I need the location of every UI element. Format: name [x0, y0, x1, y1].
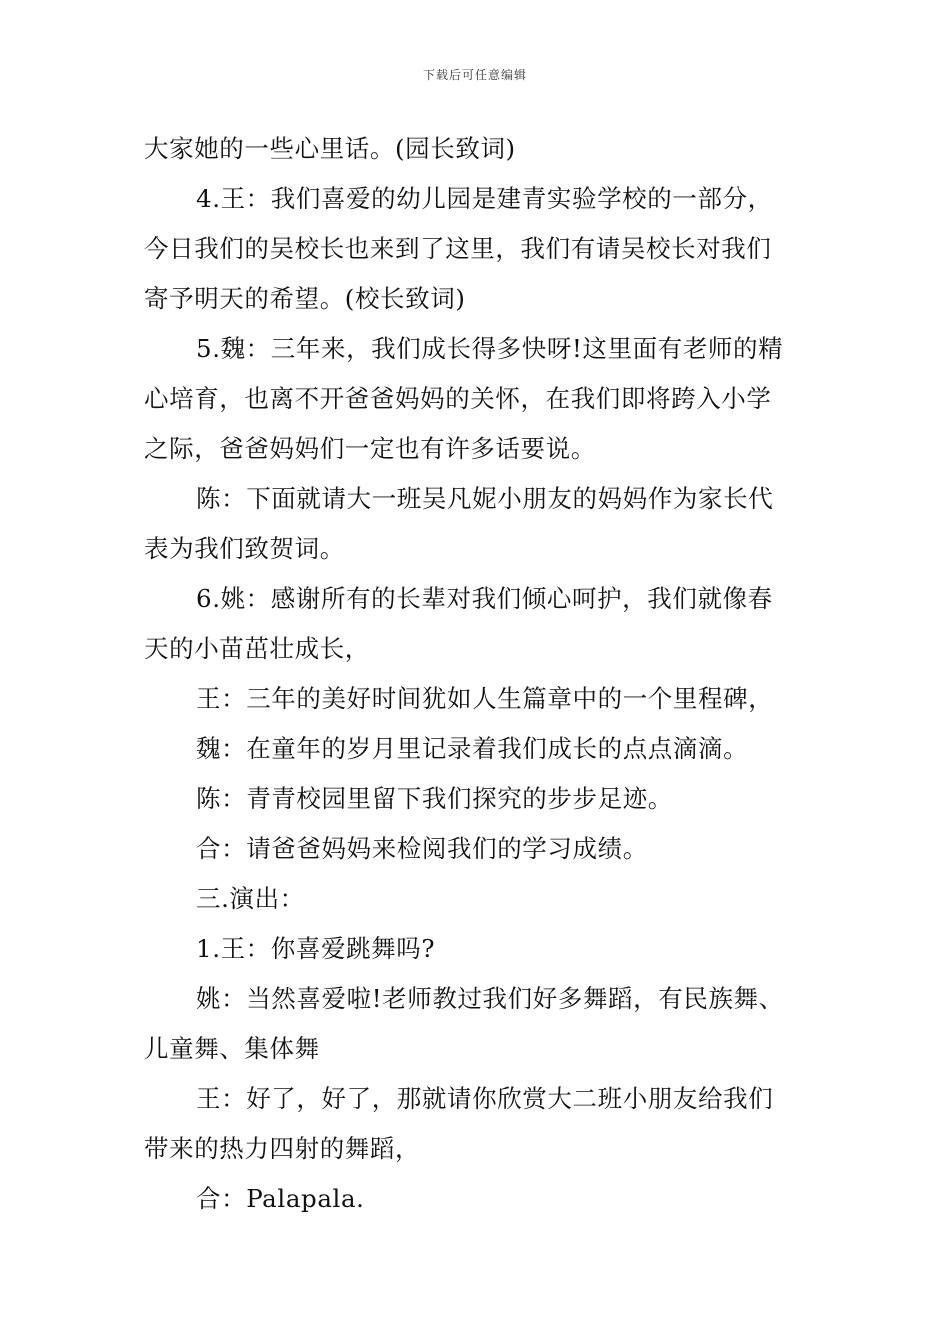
- text-line: 王：好了，好了，那就请你欣赏大二班小朋友给我们: [196, 1084, 774, 1113]
- text-line: 4.王：我们喜爱的幼儿园是建青实验学校的一部分，: [196, 184, 773, 213]
- text-line: 陈：青青校园里留下我们探究的步步足迹。: [196, 784, 673, 813]
- text-line: 寄予明天的希望。(校长致词): [144, 284, 466, 313]
- text-line: 合：请爸爸妈妈来检阅我们的学习成绩。: [196, 834, 648, 863]
- page-header: 下载后可任意编辑: [422, 68, 527, 82]
- text-line: 6.姚：感谢所有的长辈对我们倾心呵护，我们就像春: [196, 584, 773, 613]
- text-line: 王：三年的美好时间犹如人生篇章中的一个里程碑，: [196, 684, 774, 713]
- text-line: 陈：下面就请大一班吴凡妮小朋友的妈妈作为家长代: [196, 484, 774, 513]
- text-line: 表为我们致贺词。: [144, 534, 345, 563]
- text-line: 之际，爸爸妈妈们一定也有许多话要说。: [144, 434, 596, 463]
- document-body: [144, 124, 812, 1224]
- text-line: 带来的热力四射的舞蹈，: [144, 1134, 421, 1163]
- text-line: 1.王：你喜爱跳舞吗?: [196, 934, 436, 963]
- text-line: 今日我们的吴校长也来到了这里，我们有请吴校长对我们: [144, 234, 772, 263]
- text-line: 大家她的一些心里话。(园长致词): [144, 134, 516, 163]
- section-heading: 三.演出：: [196, 884, 305, 913]
- text-line: 姚：当然喜爱啦!老师教过我们好多舞蹈，有民族舞、: [196, 984, 784, 1013]
- text-line: 5.魏：三年来，我们成长得多快呀!这里面有老师的精: [196, 334, 784, 363]
- text-line: 魏：在童年的岁月里记录着我们成长的点点滴滴。: [196, 734, 749, 763]
- text-line: 天的小苗茁壮成长，: [144, 634, 370, 663]
- text-line: 合：Palapala.: [196, 1184, 365, 1213]
- text-line: 儿童舞、集体舞: [144, 1034, 320, 1063]
- text-line: 心培育，也离不开爸爸妈妈的关怀，在我们即将跨入小学: [144, 384, 772, 413]
